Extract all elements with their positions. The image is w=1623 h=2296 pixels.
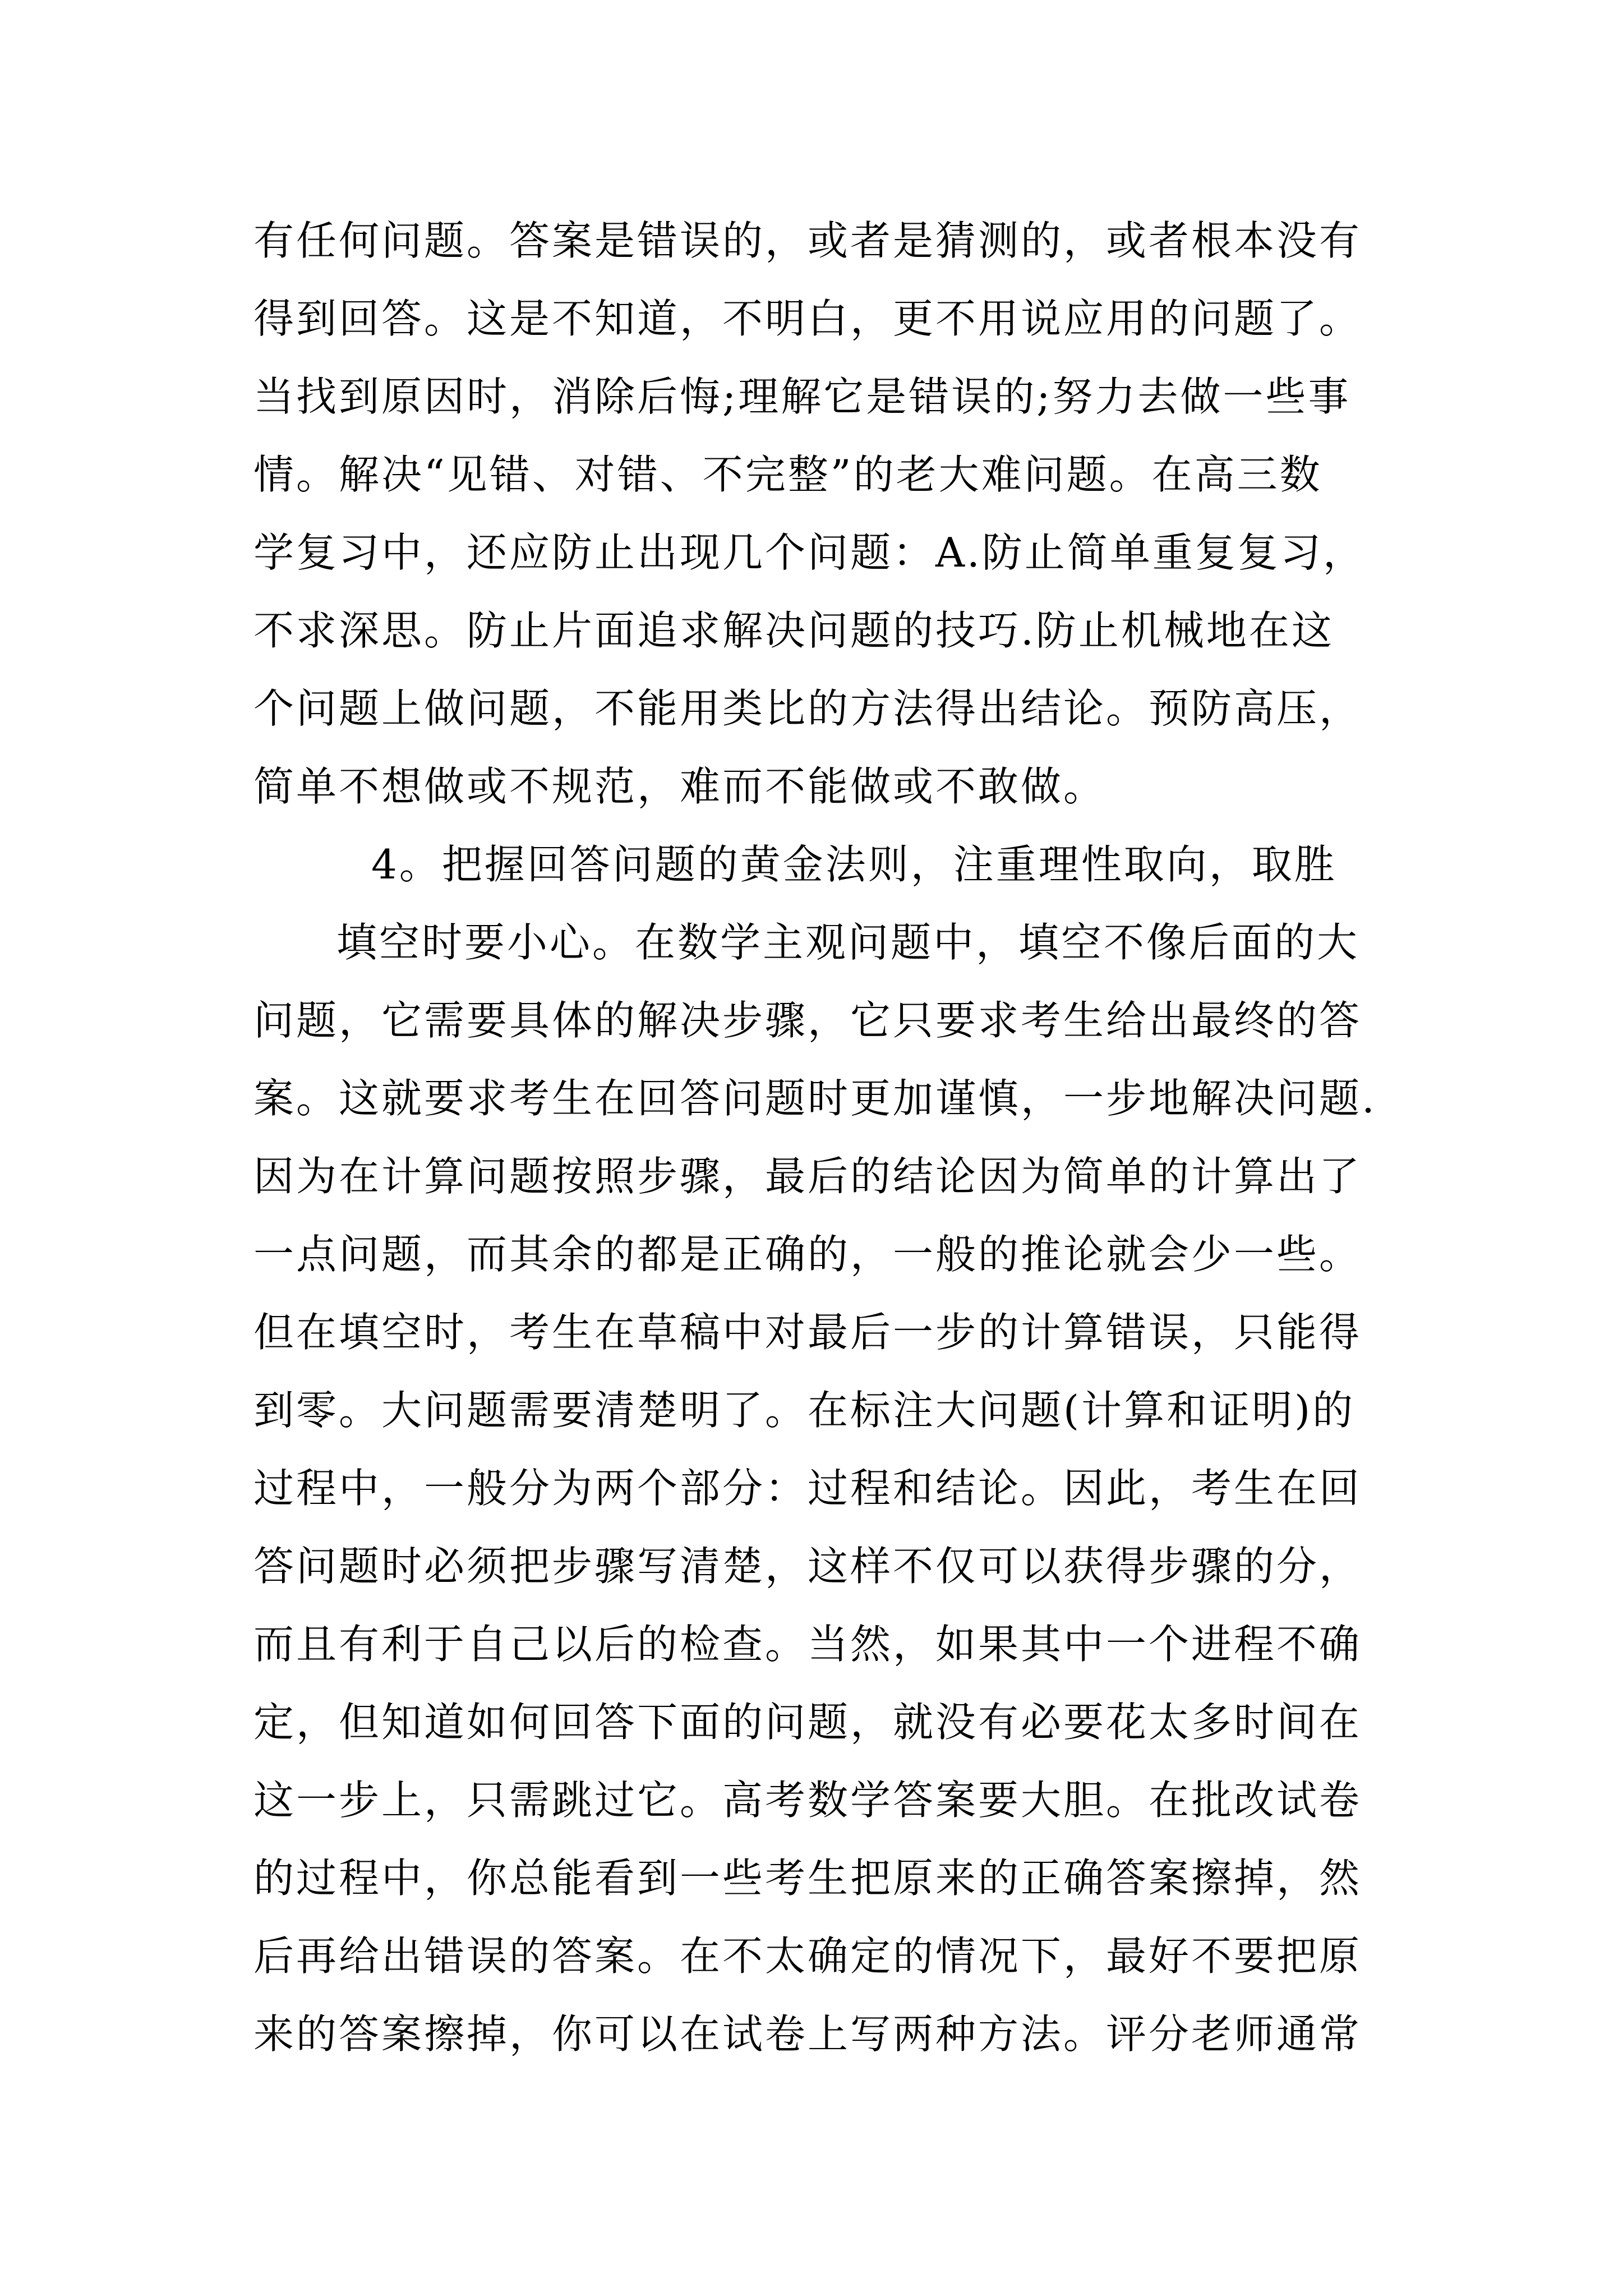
text-line: 而且有利于自己以后的检查。当然，如果其中一个进程不确	[253, 1621, 1362, 1668]
text-line: 一点问题，而其余的都是正确的，一般的推论就会少一些。	[253, 1231, 1362, 1278]
text-line: 定，但知道如何回答下面的问题，就没有必要花太多时间在	[253, 1699, 1362, 1746]
text-line: 个问题上做问题，不能用类比的方法得出结论。预防高压，	[253, 685, 1362, 732]
text-line: 有任何问题。答案是错误的，或者是猜测的，或者根本没有	[253, 217, 1362, 264]
text-line: 这一步上，只需跳过它。高考数学答案要大胆。在批改试卷	[253, 1777, 1362, 1824]
text-line: 学复习中，还应防止出现几个问题：A.防止简单重复复习，	[253, 529, 1366, 576]
text-line: 简单不想做或不规范，难而不能做或不敢做。	[253, 763, 1106, 810]
section-heading: 4。把握回答问题的黄金法则，注重理性取向，取胜	[371, 841, 1337, 888]
text-line: 的过程中，你总能看到一些考生把原来的正确答案擦掉，然	[253, 1855, 1362, 1902]
text-line: 当找到原因时，消除后悔;理解它是错误的;努力去做一些事	[253, 373, 1351, 420]
text-line: 因为在计算问题按照步骤，最后的结论因为简单的计算出了	[253, 1153, 1362, 1200]
text-line: 问题，它需要具体的解决步骤，它只要求考生给出最终的答	[253, 997, 1362, 1044]
text-line: 情。解决“见错、对错、不完整”的老大难问题。在高三数	[253, 451, 1322, 498]
body-text	[253, 202, 1392, 2073]
text-line: 但在填空时，考生在草稿中对最后一步的计算错误，只能得	[253, 1309, 1362, 1356]
text-line: 案。这就要求考生在回答问题时更加谨慎，一步地解决问题.	[253, 1075, 1377, 1122]
text-line: 得到回答。这是不知道，不明白，更不用说应用的问题了。	[253, 295, 1362, 342]
text-line: 填空时要小心。在数学主观问题中，填空不像后面的大	[336, 919, 1360, 966]
text-line: 到零。大问题需要清楚明了。在标注大问题(计算和证明)的	[253, 1387, 1355, 1434]
text-line: 来的答案擦掉，你可以在试卷上写两种方法。评分老师通常	[253, 2010, 1362, 2058]
text-line: 过程中，一般分为两个部分：过程和结论。因此，考生在回	[253, 1465, 1362, 1512]
text-line: 后再给出错误的答案。在不太确定的情况下，最好不要把原	[253, 1932, 1362, 1980]
text-line: 不求深思。防止片面追求解决问题的技巧.防止机械地在这	[253, 607, 1334, 654]
text-line: 答问题时必须把步骤写清楚，这样不仅可以获得步骤的分，	[253, 1543, 1362, 1590]
